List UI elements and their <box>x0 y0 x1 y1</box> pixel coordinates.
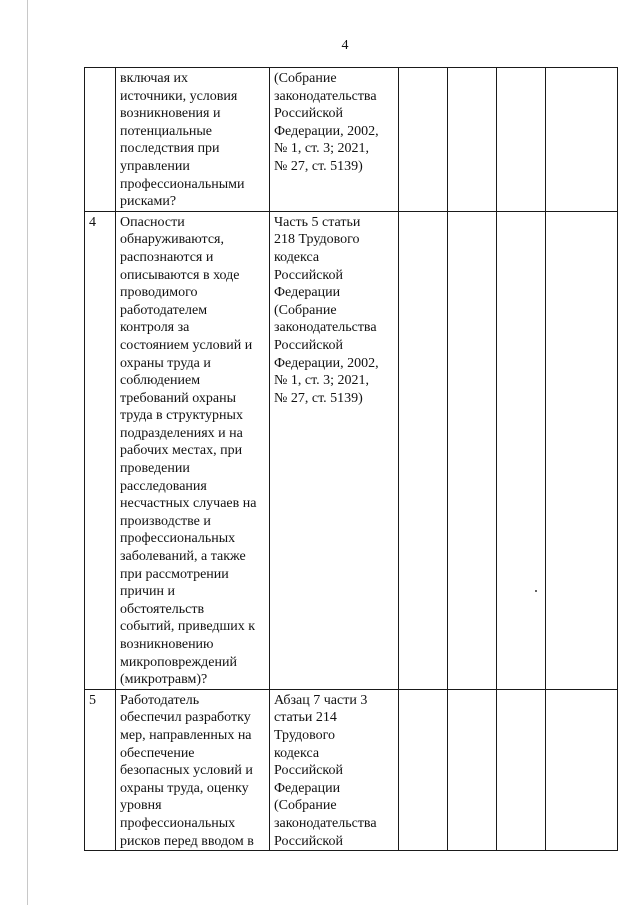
text-line: возникновению <box>120 637 214 652</box>
text-line: охраны труда, оценку <box>120 780 249 796</box>
question-cell <box>116 68 270 212</box>
text-line: управлении <box>120 158 190 174</box>
text-line: требований охраны <box>120 390 237 406</box>
answer-no-cell[interactable] <box>448 68 497 212</box>
answer-na-cell[interactable] <box>497 68 546 212</box>
text-line: событий, приведших к <box>120 619 256 635</box>
text-line: Федерации <box>274 780 341 796</box>
text-line: обеспечил разработку <box>120 710 251 726</box>
text-line: (Собрание <box>274 302 337 318</box>
text-line: рабочих местах, при <box>120 443 243 459</box>
text-line: № 27, ст. 5139) <box>274 158 363 174</box>
text-line: источники, условия <box>120 88 238 104</box>
text-line: профессиональных <box>120 531 236 547</box>
text-line: (микротравм)? <box>120 672 208 688</box>
text-line: охраны труда и <box>120 355 211 371</box>
text-line: Работодатель <box>120 692 200 708</box>
text-line: соблюдением <box>120 373 201 389</box>
text-line: уровня <box>120 798 162 814</box>
page-number: 4 <box>341 38 349 53</box>
text-line: Федерации <box>274 285 341 301</box>
text-line: расследования <box>120 478 207 494</box>
text-line: (Собрание <box>274 71 337 86</box>
text-line: мер, направленных на <box>120 727 252 743</box>
text-line: законодательства <box>274 88 377 104</box>
text-line: Российской <box>274 267 343 283</box>
text-line: распознаются и <box>120 249 214 265</box>
legal-source-cell <box>270 68 399 212</box>
text-line: причин и <box>120 584 176 600</box>
answer-yes-cell[interactable] <box>399 68 448 212</box>
text-line: работодателем <box>120 302 208 318</box>
text-line: Трудового <box>274 727 335 743</box>
text-line: потенциальные <box>120 123 212 139</box>
text-line: № 1, ст. 3; 2021, <box>274 373 370 389</box>
legal-source-cell <box>270 211 399 689</box>
answer-na-cell[interactable] <box>497 689 546 850</box>
text-line: последствия при <box>120 141 220 157</box>
text-line: проводимого <box>120 285 198 301</box>
notes-cell[interactable] <box>546 689 618 850</box>
answer-yes-cell[interactable] <box>399 211 448 689</box>
text-line: контроля за <box>120 320 190 336</box>
text-line: обеспечение <box>120 745 195 761</box>
text-line: при рассмотрении <box>120 566 229 582</box>
text-line: Абзац 7 части 3 <box>274 692 368 708</box>
text-line: микроповреждений <box>120 654 237 670</box>
text-line: обнаруживаются, <box>120 232 224 248</box>
text-line: обстоятельств <box>120 601 205 617</box>
text-line: законодательства <box>274 815 377 831</box>
text-line: описываются в ходе <box>120 267 240 283</box>
row-number: 5 <box>85 689 116 850</box>
text-line: законодательства <box>274 320 377 336</box>
table-row <box>85 68 618 212</box>
text-line: труда в структурных <box>120 408 243 424</box>
text-line: кодекса <box>274 249 320 265</box>
notes-cell[interactable] <box>546 68 618 212</box>
text-line: кодекса <box>274 745 320 761</box>
text-line: Российской <box>274 337 343 353</box>
text-line: Российской <box>274 763 343 779</box>
answer-no-cell[interactable] <box>448 211 497 689</box>
row-number <box>85 68 116 212</box>
text-line: рисками? <box>120 194 177 210</box>
text-line: (Собрание <box>274 798 337 814</box>
text-line: статьи 214 <box>274 710 337 726</box>
legal-source-cell <box>270 689 399 850</box>
question-cell <box>116 689 270 850</box>
row-number: 4 <box>85 211 116 689</box>
text-line: рисков перед вводом в <box>120 833 254 849</box>
text-line: заболеваний, а также <box>120 549 246 565</box>
text-line: Федерации, 2002, <box>274 123 379 139</box>
answer-no-cell[interactable] <box>448 689 497 850</box>
text-line: возникновения и <box>120 106 221 122</box>
text-line: включая их <box>120 71 189 86</box>
text-line: состоянием условий и <box>120 337 253 353</box>
page-left-edge <box>27 0 28 905</box>
text-line: профессиональными <box>120 176 245 192</box>
text-line: Часть 5 статьи <box>274 214 361 230</box>
text-line: Опасности <box>120 214 185 230</box>
text-line: № 1, ст. 3; 2021, <box>274 141 370 157</box>
text-line: № 27, ст. 5139) <box>274 390 363 406</box>
question-cell <box>116 211 270 689</box>
table-row <box>85 689 618 850</box>
table-row <box>85 211 618 689</box>
text-line: подразделениях и на <box>120 425 243 441</box>
scan-speck <box>535 590 537 592</box>
text-line: 218 Трудового <box>274 232 360 248</box>
text-line: производстве и <box>120 513 211 529</box>
answer-yes-cell[interactable] <box>399 689 448 850</box>
answer-na-cell[interactable] <box>497 211 546 689</box>
checklist-table <box>84 67 618 851</box>
text-line: несчастных случаев на <box>120 496 257 512</box>
text-line: проведении <box>120 461 190 477</box>
text-line: профессиональных <box>120 815 236 831</box>
notes-cell[interactable] <box>546 211 618 689</box>
text-line: Федерации, 2002, <box>274 355 379 371</box>
text-line: безопасных условий и <box>120 763 253 779</box>
text-line: Российской <box>274 106 343 122</box>
text-line: Российской <box>274 833 343 849</box>
